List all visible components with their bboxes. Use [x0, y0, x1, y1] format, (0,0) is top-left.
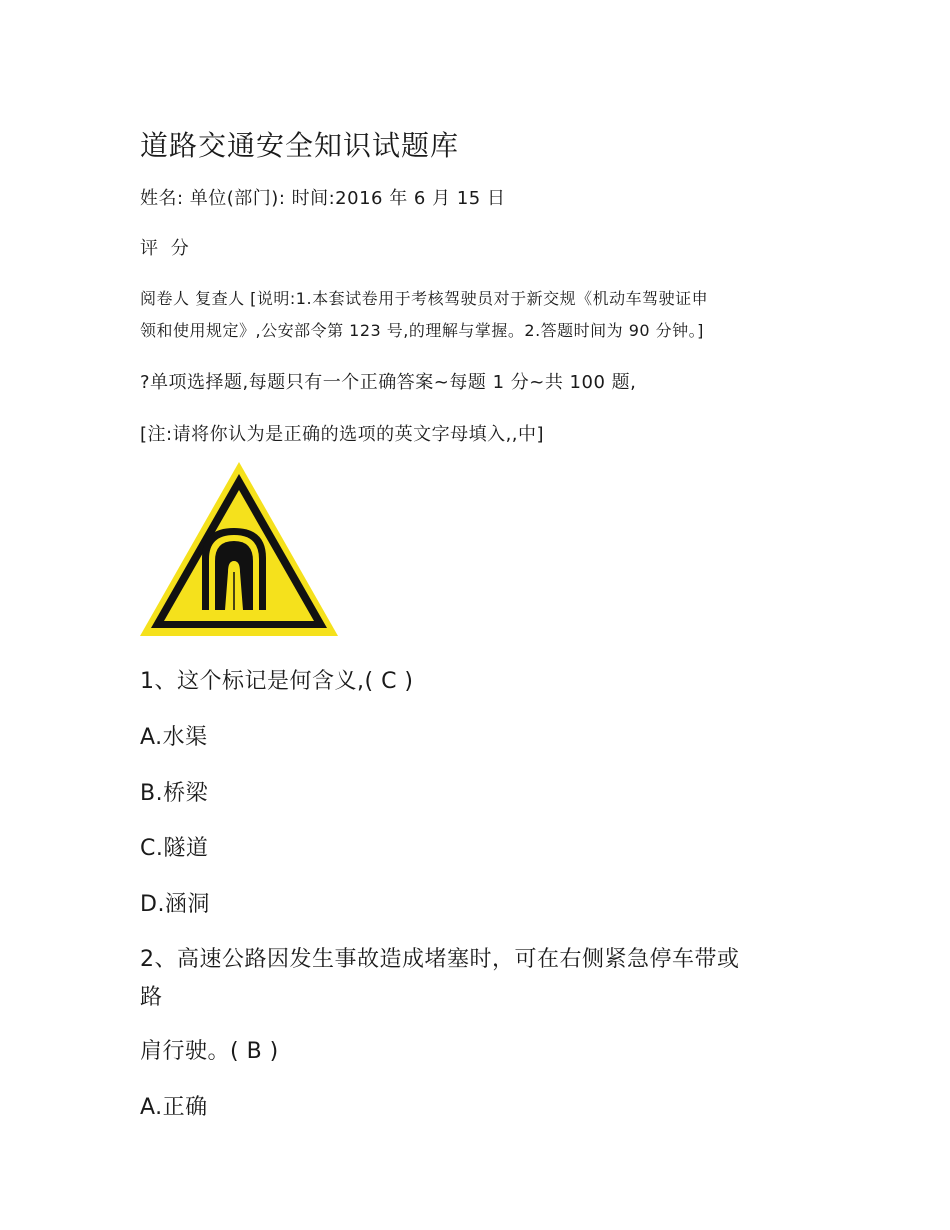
score-label: 评 分	[140, 238, 190, 259]
tunnel-sign-graphic	[138, 460, 340, 638]
exam-description-line-2: 领和使用规定》,公安部令第 123 号,的理解与掌握。2.答题时间为 90 分钟。]	[140, 321, 704, 340]
question-2-option-a: A.正确	[140, 1095, 208, 1120]
page-title: 道路交通安全知识试题库	[140, 129, 460, 162]
question-1-option-a: A.水渠	[140, 725, 208, 750]
question-2-text-line-2: 路	[140, 985, 163, 1010]
question-1-option-c: C.隧道	[140, 836, 209, 861]
question-2-text-line-3: 肩行驶。( B )	[140, 1039, 279, 1064]
question-1-option-b: B.桥梁	[140, 781, 209, 806]
question-2-text-line-1: 2、高速公路因发生事故造成堵塞时，可在右侧紧急停车带或	[140, 947, 740, 972]
question-1-text: 1、这个标记是何含义,( C )	[140, 669, 414, 694]
exam-meta-line: 姓名: 单位(部门): 时间:2016 年 6 月 15 日	[140, 188, 506, 209]
exam-description-line-1: 阅卷人 复查人 [说明:1.本套试卷用于考核驾驶员对于新交规《机动车驾驶证申	[140, 289, 709, 308]
section-heading: ?单项选择题,每题只有一个正确答案~每题 1 分~共 100 题,	[140, 372, 637, 393]
question-1-option-d: D.涵洞	[140, 892, 210, 917]
answer-note: [注:请将你认为是正确的选项的英文字母填入,,中]	[140, 424, 545, 445]
tunnel-warning-sign-icon	[138, 460, 340, 638]
